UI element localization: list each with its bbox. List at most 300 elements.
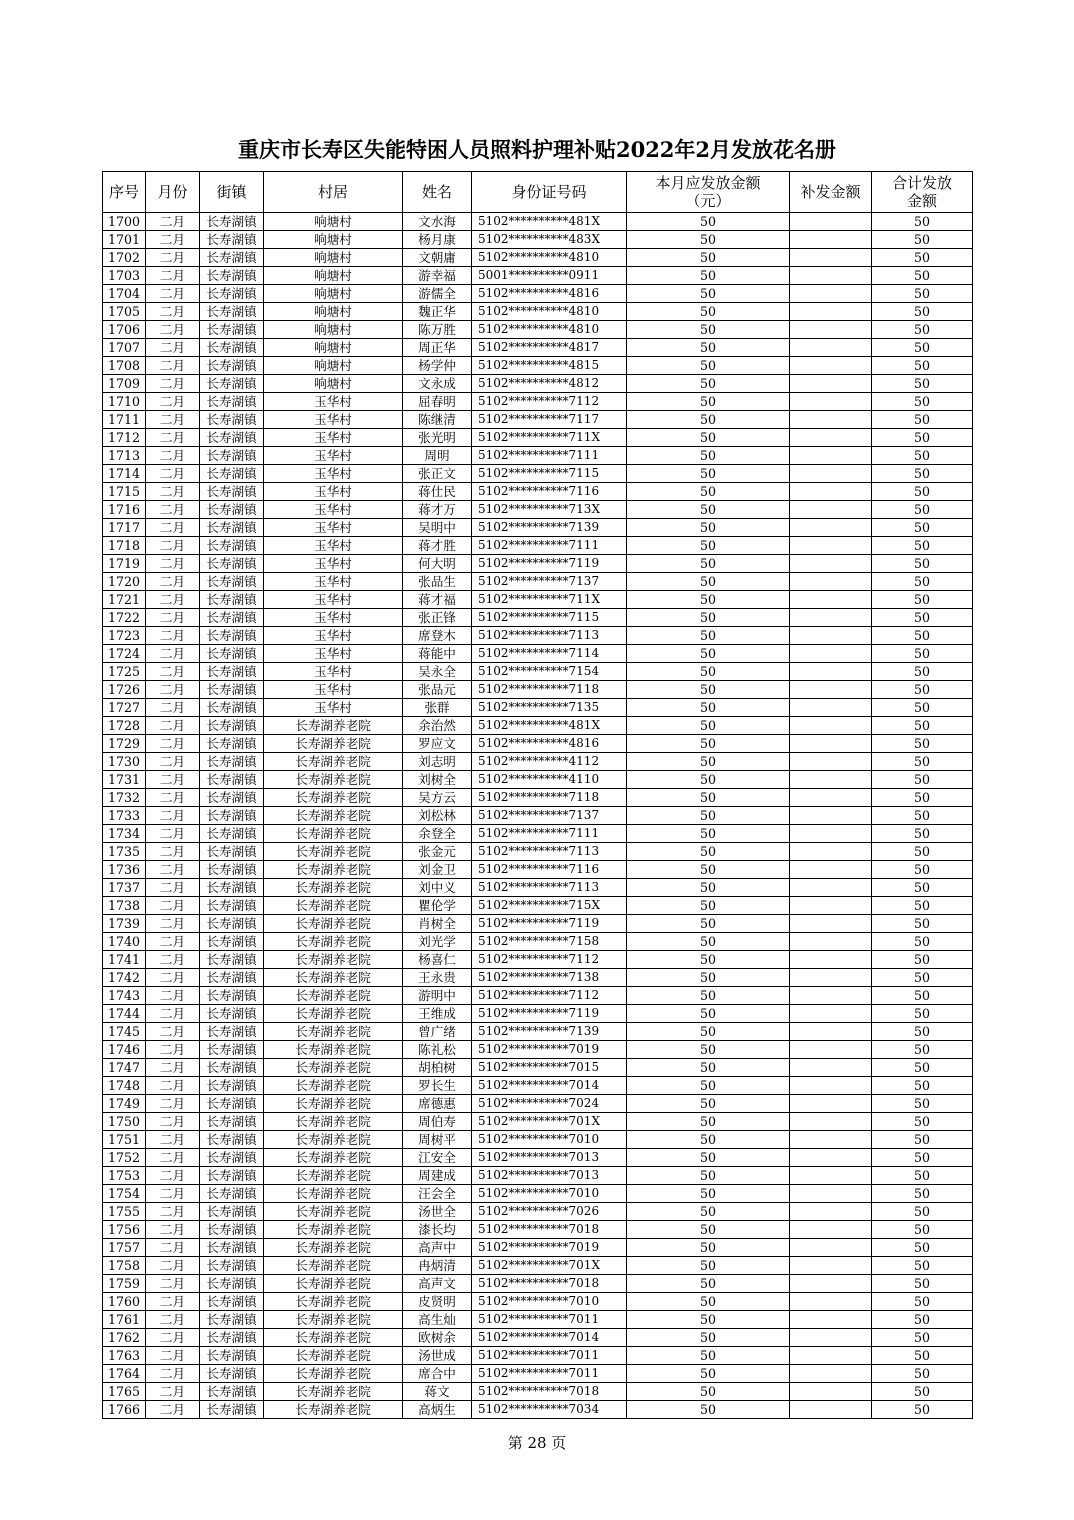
table-row	[103, 501, 973, 519]
cell-supplement-amount	[790, 1059, 872, 1077]
cell-supplement-amount	[790, 447, 872, 465]
cell-id-number: 5001**********0911	[472, 267, 627, 285]
cell-month: 二月	[146, 519, 200, 537]
cell-month: 二月	[146, 231, 200, 249]
table-row	[103, 1275, 973, 1293]
cell-town: 长寿湖镇	[200, 1149, 264, 1167]
cell-town: 长寿湖镇	[200, 267, 264, 285]
table-row	[103, 987, 973, 1005]
cell-name: 席合中	[403, 1365, 472, 1383]
cell-monthly-amount: 50	[627, 1059, 790, 1077]
cell-village: 长寿湖养老院	[264, 987, 403, 1005]
cell-index: 1748	[103, 1077, 146, 1095]
cell-index: 1726	[103, 681, 146, 699]
cell-index: 1735	[103, 843, 146, 861]
cell-monthly-amount: 50	[627, 933, 790, 951]
cell-village: 长寿湖养老院	[264, 1401, 403, 1419]
cell-id-number: 5102**********4816	[472, 285, 627, 303]
cell-index: 1762	[103, 1329, 146, 1347]
cell-name: 罗长生	[403, 1077, 472, 1095]
cell-name: 刘志明	[403, 753, 472, 771]
cell-total-amount: 50	[872, 861, 973, 879]
cell-total-amount: 50	[872, 429, 973, 447]
cell-month: 二月	[146, 1383, 200, 1401]
cell-supplement-amount	[790, 303, 872, 321]
cell-town: 长寿湖镇	[200, 519, 264, 537]
cell-name: 刘树全	[403, 771, 472, 789]
cell-total-amount: 50	[872, 393, 973, 411]
cell-town: 长寿湖镇	[200, 717, 264, 735]
cell-total-amount: 50	[872, 1185, 973, 1203]
cell-month: 二月	[146, 771, 200, 789]
cell-month: 二月	[146, 1347, 200, 1365]
table-row	[103, 1095, 973, 1113]
table-row	[103, 1077, 973, 1095]
cell-village: 长寿湖养老院	[264, 1203, 403, 1221]
cell-village: 长寿湖养老院	[264, 951, 403, 969]
cell-name: 张群	[403, 699, 472, 717]
cell-name: 吴永全	[403, 663, 472, 681]
cell-monthly-amount: 50	[627, 231, 790, 249]
cell-town: 长寿湖镇	[200, 213, 264, 231]
cell-monthly-amount: 50	[627, 663, 790, 681]
cell-index: 1714	[103, 465, 146, 483]
cell-village: 长寿湖养老院	[264, 1365, 403, 1383]
cell-total-amount: 50	[872, 789, 973, 807]
cell-monthly-amount: 50	[627, 1185, 790, 1203]
cell-month: 二月	[146, 1059, 200, 1077]
table-row	[103, 555, 973, 573]
cell-village: 长寿湖养老院	[264, 1221, 403, 1239]
cell-id-number: 5102**********7111	[472, 537, 627, 555]
cell-village: 玉华村	[264, 699, 403, 717]
cell-town: 长寿湖镇	[200, 789, 264, 807]
cell-name: 高生灿	[403, 1311, 472, 1329]
cell-total-amount: 50	[872, 411, 973, 429]
cell-town: 长寿湖镇	[200, 987, 264, 1005]
cell-village: 长寿湖养老院	[264, 1041, 403, 1059]
cell-id-number: 5102**********7010	[472, 1185, 627, 1203]
cell-town: 长寿湖镇	[200, 1257, 264, 1275]
cell-month: 二月	[146, 735, 200, 753]
header-total-amount: 合计发放 金额	[872, 172, 973, 213]
cell-month: 二月	[146, 861, 200, 879]
cell-name: 屈春明	[403, 393, 472, 411]
cell-town: 长寿湖镇	[200, 1185, 264, 1203]
table-row	[103, 231, 973, 249]
cell-village: 响塘村	[264, 249, 403, 267]
cell-monthly-amount: 50	[627, 1401, 790, 1419]
cell-supplement-amount	[790, 1383, 872, 1401]
cell-id-number: 5102**********4816	[472, 735, 627, 753]
cell-village: 响塘村	[264, 375, 403, 393]
cell-id-number: 5102**********7139	[472, 1023, 627, 1041]
cell-index: 1722	[103, 609, 146, 627]
cell-month: 二月	[146, 1041, 200, 1059]
cell-monthly-amount: 50	[627, 699, 790, 717]
cell-town: 长寿湖镇	[200, 753, 264, 771]
cell-monthly-amount: 50	[627, 987, 790, 1005]
cell-supplement-amount	[790, 1401, 872, 1419]
cell-town: 长寿湖镇	[200, 1329, 264, 1347]
cell-id-number: 5102**********7137	[472, 573, 627, 591]
cell-id-number: 5102**********7116	[472, 861, 627, 879]
cell-supplement-amount	[790, 1311, 872, 1329]
cell-month: 二月	[146, 987, 200, 1005]
cell-town: 长寿湖镇	[200, 339, 264, 357]
cell-id-number: 5102**********7111	[472, 825, 627, 843]
cell-name: 魏正华	[403, 303, 472, 321]
cell-name: 汤世全	[403, 1203, 472, 1221]
cell-monthly-amount: 50	[627, 429, 790, 447]
cell-village: 玉华村	[264, 645, 403, 663]
cell-index: 1713	[103, 447, 146, 465]
cell-supplement-amount	[790, 699, 872, 717]
table-row	[103, 465, 973, 483]
table-row	[103, 339, 973, 357]
cell-supplement-amount	[790, 825, 872, 843]
cell-name: 罗应文	[403, 735, 472, 753]
cell-id-number: 5102**********481X	[472, 213, 627, 231]
cell-month: 二月	[146, 897, 200, 915]
cell-month: 二月	[146, 915, 200, 933]
cell-total-amount: 50	[872, 987, 973, 1005]
cell-town: 长寿湖镇	[200, 879, 264, 897]
cell-supplement-amount	[790, 807, 872, 825]
cell-village: 玉华村	[264, 681, 403, 699]
cell-name: 肖树全	[403, 915, 472, 933]
cell-name: 文朝庸	[403, 249, 472, 267]
cell-month: 二月	[146, 321, 200, 339]
cell-village: 响塘村	[264, 231, 403, 249]
cell-name: 瞿伦学	[403, 897, 472, 915]
cell-village: 长寿湖养老院	[264, 825, 403, 843]
cell-id-number: 5102**********7010	[472, 1131, 627, 1149]
cell-id-number: 5102**********7015	[472, 1059, 627, 1077]
cell-id-number: 5102**********7158	[472, 933, 627, 951]
cell-monthly-amount: 50	[627, 681, 790, 699]
cell-id-number: 5102**********7119	[472, 555, 627, 573]
cell-id-number: 5102**********7112	[472, 987, 627, 1005]
cell-index: 1740	[103, 933, 146, 951]
table-row	[103, 969, 973, 987]
cell-monthly-amount: 50	[627, 1311, 790, 1329]
cell-total-amount: 50	[872, 1383, 973, 1401]
cell-name: 高声中	[403, 1239, 472, 1257]
cell-index: 1700	[103, 213, 146, 231]
cell-month: 二月	[146, 699, 200, 717]
cell-monthly-amount: 50	[627, 609, 790, 627]
cell-id-number: 5102**********7135	[472, 699, 627, 717]
cell-month: 二月	[146, 843, 200, 861]
cell-monthly-amount: 50	[627, 1041, 790, 1059]
cell-monthly-amount: 50	[627, 627, 790, 645]
cell-id-number: 5102**********7118	[472, 789, 627, 807]
cell-id-number: 5102**********4810	[472, 321, 627, 339]
cell-town: 长寿湖镇	[200, 735, 264, 753]
cell-id-number: 5102**********7019	[472, 1239, 627, 1257]
table-row	[103, 573, 973, 591]
cell-village: 长寿湖养老院	[264, 771, 403, 789]
table-row	[103, 375, 973, 393]
cell-name: 王永贵	[403, 969, 472, 987]
cell-supplement-amount	[790, 1113, 872, 1131]
cell-town: 长寿湖镇	[200, 1401, 264, 1419]
cell-town: 长寿湖镇	[200, 1365, 264, 1383]
cell-supplement-amount	[790, 1167, 872, 1185]
cell-month: 二月	[146, 555, 200, 573]
cell-monthly-amount: 50	[627, 1239, 790, 1257]
header-town: 街镇	[200, 172, 264, 213]
table-row	[103, 609, 973, 627]
cell-village: 长寿湖养老院	[264, 1113, 403, 1131]
cell-id-number: 5102**********4112	[472, 753, 627, 771]
cell-total-amount: 50	[872, 249, 973, 267]
cell-index: 1723	[103, 627, 146, 645]
table-row	[103, 789, 973, 807]
cell-name: 张正锋	[403, 609, 472, 627]
cell-month: 二月	[146, 645, 200, 663]
cell-village: 长寿湖养老院	[264, 789, 403, 807]
cell-total-amount: 50	[872, 627, 973, 645]
cell-month: 二月	[146, 663, 200, 681]
cell-id-number: 5102**********4810	[472, 249, 627, 267]
cell-month: 二月	[146, 375, 200, 393]
cell-village: 长寿湖养老院	[264, 915, 403, 933]
table-row	[103, 1401, 973, 1419]
cell-index: 1732	[103, 789, 146, 807]
table-row	[103, 897, 973, 915]
cell-name: 余治然	[403, 717, 472, 735]
cell-name: 周树平	[403, 1131, 472, 1149]
cell-town: 长寿湖镇	[200, 375, 264, 393]
cell-supplement-amount	[790, 753, 872, 771]
cell-supplement-amount	[790, 1023, 872, 1041]
cell-village: 长寿湖养老院	[264, 1005, 403, 1023]
cell-total-amount: 50	[872, 339, 973, 357]
cell-index: 1724	[103, 645, 146, 663]
cell-village: 长寿湖养老院	[264, 1329, 403, 1347]
cell-town: 长寿湖镇	[200, 771, 264, 789]
cell-index: 1729	[103, 735, 146, 753]
cell-village: 玉华村	[264, 573, 403, 591]
cell-monthly-amount: 50	[627, 753, 790, 771]
cell-index: 1753	[103, 1167, 146, 1185]
cell-supplement-amount	[790, 663, 872, 681]
cell-monthly-amount: 50	[627, 375, 790, 393]
cell-village: 长寿湖养老院	[264, 1149, 403, 1167]
cell-total-amount: 50	[872, 1167, 973, 1185]
cell-village: 玉华村	[264, 591, 403, 609]
cell-id-number: 5102**********7138	[472, 969, 627, 987]
cell-index: 1750	[103, 1113, 146, 1131]
cell-name: 吴方云	[403, 789, 472, 807]
cell-id-number: 5102**********711X	[472, 429, 627, 447]
cell-month: 二月	[146, 249, 200, 267]
cell-index: 1742	[103, 969, 146, 987]
header-supplement-amount: 补发金额	[790, 172, 872, 213]
table-row	[103, 1023, 973, 1041]
cell-total-amount: 50	[872, 1041, 973, 1059]
cell-name: 欧树余	[403, 1329, 472, 1347]
cell-id-number: 5102**********7113	[472, 879, 627, 897]
cell-town: 长寿湖镇	[200, 393, 264, 411]
cell-index: 1739	[103, 915, 146, 933]
cell-monthly-amount: 50	[627, 879, 790, 897]
cell-id-number: 5102**********7139	[472, 519, 627, 537]
cell-index: 1719	[103, 555, 146, 573]
table-row	[103, 213, 973, 231]
cell-month: 二月	[146, 1293, 200, 1311]
cell-monthly-amount: 50	[627, 573, 790, 591]
cell-month: 二月	[146, 1095, 200, 1113]
cell-town: 长寿湖镇	[200, 1221, 264, 1239]
cell-supplement-amount	[790, 771, 872, 789]
cell-village: 长寿湖养老院	[264, 1059, 403, 1077]
page-number: 第 28 页	[507, 1434, 567, 1452]
cell-town: 长寿湖镇	[200, 663, 264, 681]
cell-month: 二月	[146, 825, 200, 843]
cell-supplement-amount	[790, 555, 872, 573]
cell-town: 长寿湖镇	[200, 1167, 264, 1185]
cell-index: 1763	[103, 1347, 146, 1365]
cell-town: 长寿湖镇	[200, 1131, 264, 1149]
table-row	[103, 1203, 973, 1221]
cell-id-number: 5102**********7112	[472, 393, 627, 411]
cell-village: 长寿湖养老院	[264, 735, 403, 753]
cell-month: 二月	[146, 537, 200, 555]
cell-supplement-amount	[790, 483, 872, 501]
cell-month: 二月	[146, 1023, 200, 1041]
cell-id-number: 5102**********7024	[472, 1095, 627, 1113]
cell-town: 长寿湖镇	[200, 915, 264, 933]
cell-town: 长寿湖镇	[200, 609, 264, 627]
cell-village: 长寿湖养老院	[264, 717, 403, 735]
cell-month: 二月	[146, 627, 200, 645]
cell-month: 二月	[146, 285, 200, 303]
cell-village: 长寿湖养老院	[264, 933, 403, 951]
cell-village: 玉华村	[264, 465, 403, 483]
cell-village: 长寿湖养老院	[264, 753, 403, 771]
table-row	[103, 483, 973, 501]
cell-village: 响塘村	[264, 267, 403, 285]
cell-village: 响塘村	[264, 321, 403, 339]
cell-id-number: 5102**********4810	[472, 303, 627, 321]
cell-index: 1706	[103, 321, 146, 339]
cell-month: 二月	[146, 429, 200, 447]
table-row	[103, 393, 973, 411]
cell-village: 长寿湖养老院	[264, 1023, 403, 1041]
table-row	[103, 321, 973, 339]
cell-id-number: 5102**********7014	[472, 1077, 627, 1095]
cell-name: 张品元	[403, 681, 472, 699]
table-row	[103, 1383, 973, 1401]
header-index: 序号	[103, 172, 146, 213]
cell-town: 长寿湖镇	[200, 627, 264, 645]
cell-id-number: 5102**********4110	[472, 771, 627, 789]
cell-name: 何大明	[403, 555, 472, 573]
cell-name: 游明中	[403, 987, 472, 1005]
cell-total-amount: 50	[872, 519, 973, 537]
cell-name: 张正文	[403, 465, 472, 483]
cell-supplement-amount	[790, 375, 872, 393]
cell-index: 1701	[103, 231, 146, 249]
cell-total-amount: 50	[872, 771, 973, 789]
cell-index: 1741	[103, 951, 146, 969]
cell-village: 玉华村	[264, 447, 403, 465]
table-row	[103, 429, 973, 447]
cell-monthly-amount: 50	[627, 951, 790, 969]
cell-monthly-amount: 50	[627, 591, 790, 609]
cell-index: 1717	[103, 519, 146, 537]
cell-supplement-amount	[790, 1185, 872, 1203]
cell-id-number: 5102**********711X	[472, 591, 627, 609]
cell-id-number: 5102**********7117	[472, 411, 627, 429]
table-row	[103, 285, 973, 303]
cell-index: 1716	[103, 501, 146, 519]
cell-name: 蒋文	[403, 1383, 472, 1401]
table-row	[103, 1113, 973, 1131]
cell-name: 周伯寿	[403, 1113, 472, 1131]
cell-village: 玉华村	[264, 519, 403, 537]
cell-village: 响塘村	[264, 357, 403, 375]
cell-name: 游儒全	[403, 285, 472, 303]
table-row	[103, 1311, 973, 1329]
cell-monthly-amount: 50	[627, 285, 790, 303]
cell-name: 周正华	[403, 339, 472, 357]
cell-month: 二月	[146, 681, 200, 699]
cell-month: 二月	[146, 213, 200, 231]
cell-town: 长寿湖镇	[200, 843, 264, 861]
cell-supplement-amount	[790, 267, 872, 285]
cell-town: 长寿湖镇	[200, 465, 264, 483]
table-row	[103, 1347, 973, 1365]
cell-id-number: 5102**********4817	[472, 339, 627, 357]
cell-id-number: 5102**********7018	[472, 1221, 627, 1239]
table-row	[103, 807, 973, 825]
table-row	[103, 411, 973, 429]
cell-town: 长寿湖镇	[200, 861, 264, 879]
table-row	[103, 771, 973, 789]
cell-total-amount: 50	[872, 933, 973, 951]
cell-index: 1707	[103, 339, 146, 357]
cell-total-amount: 50	[872, 1275, 973, 1293]
cell-total-amount: 50	[872, 1221, 973, 1239]
cell-index: 1728	[103, 717, 146, 735]
cell-total-amount: 50	[872, 501, 973, 519]
cell-name: 蒋才万	[403, 501, 472, 519]
cell-name: 蒋才胜	[403, 537, 472, 555]
cell-name: 胡柏树	[403, 1059, 472, 1077]
table-row	[103, 717, 973, 735]
cell-id-number: 5102**********713X	[472, 501, 627, 519]
cell-month: 二月	[146, 1311, 200, 1329]
cell-index: 1761	[103, 1311, 146, 1329]
table-row	[103, 915, 973, 933]
cell-monthly-amount: 50	[627, 897, 790, 915]
cell-index: 1727	[103, 699, 146, 717]
table-row	[103, 825, 973, 843]
cell-supplement-amount	[790, 1131, 872, 1149]
cell-total-amount: 50	[872, 969, 973, 987]
cell-monthly-amount: 50	[627, 501, 790, 519]
table-row	[103, 933, 973, 951]
cell-month: 二月	[146, 357, 200, 375]
cell-total-amount: 50	[872, 1311, 973, 1329]
cell-monthly-amount: 50	[627, 267, 790, 285]
cell-town: 长寿湖镇	[200, 1383, 264, 1401]
cell-total-amount: 50	[872, 1113, 973, 1131]
